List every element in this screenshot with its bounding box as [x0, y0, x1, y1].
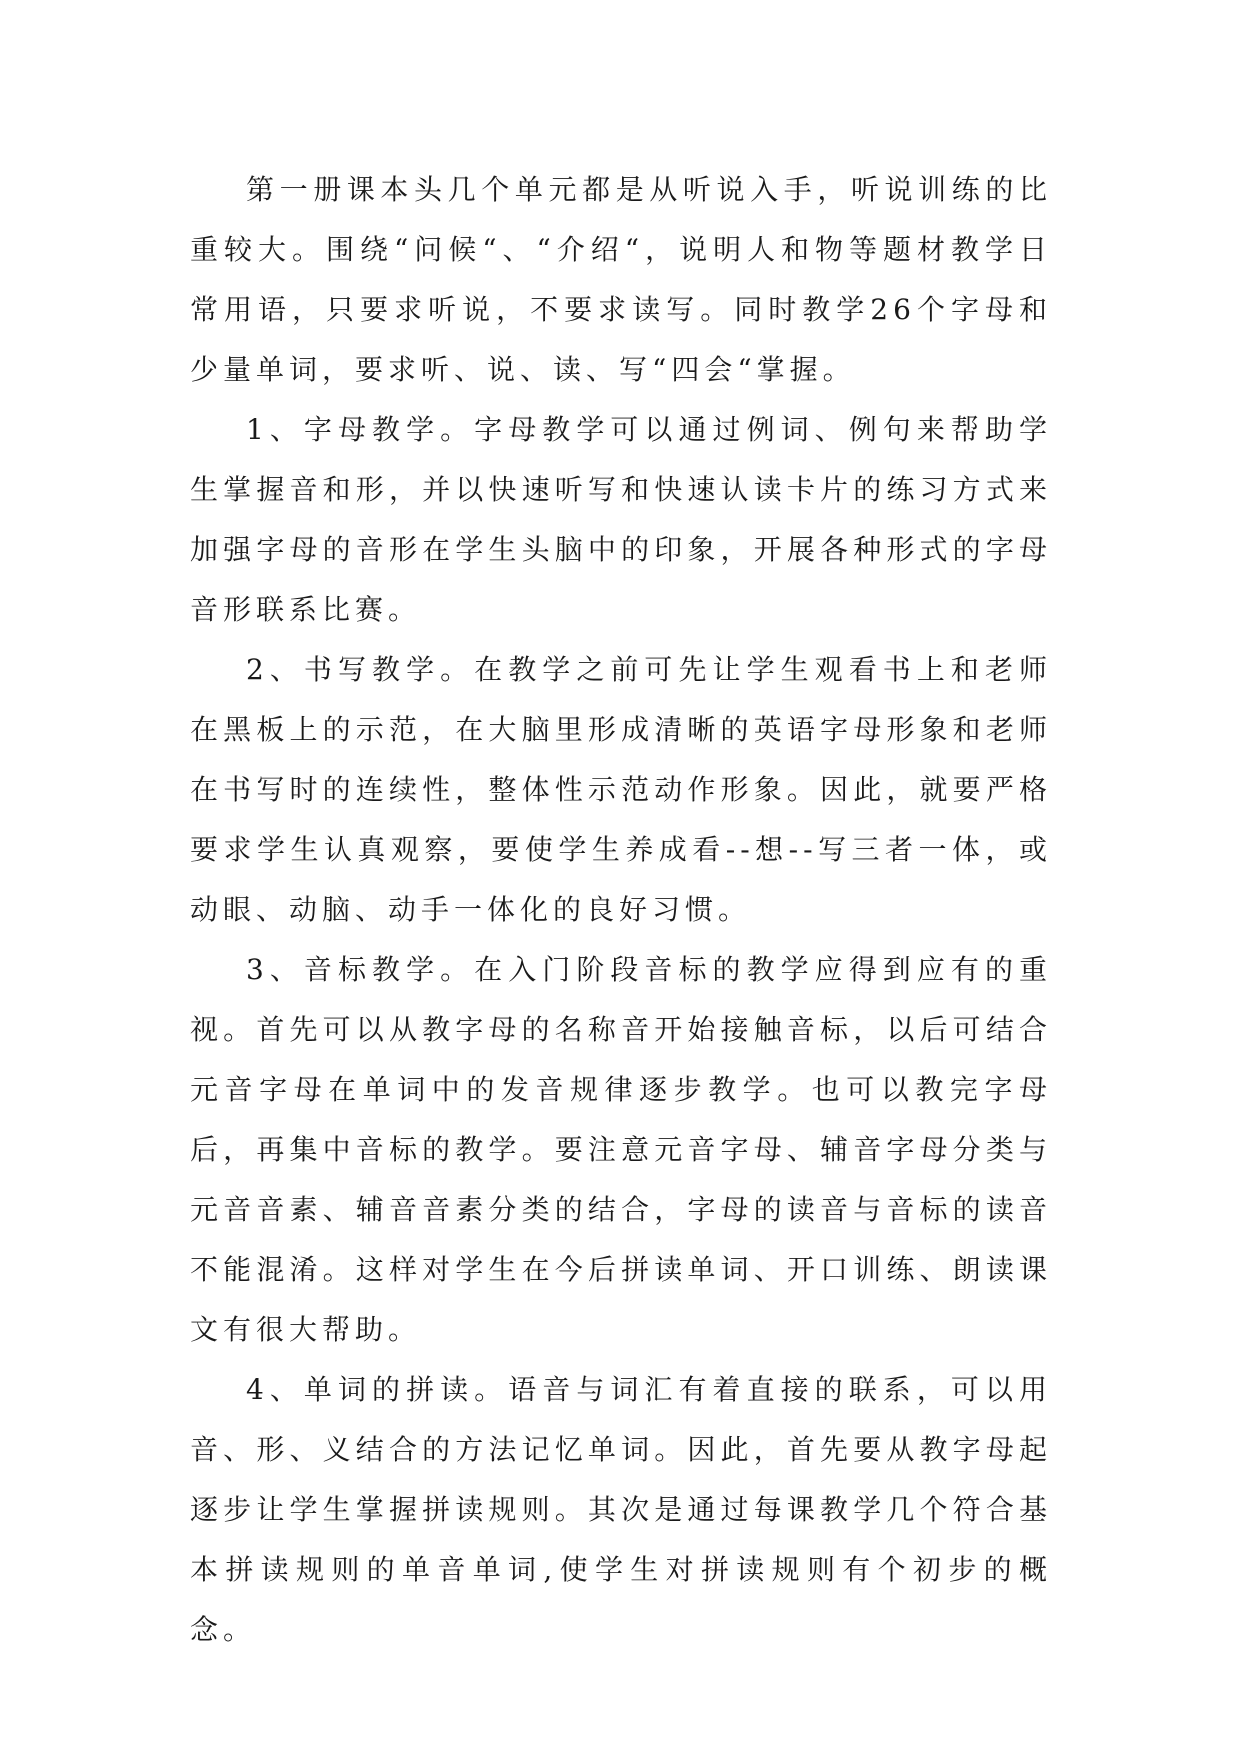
paragraph-word-spelling: 4、单词的拼读。语音与词汇有着直接的联系，可以用音、形、义结合的方法记忆单词。因此，首先要从教字母起逐步让学生掌握拼读规则。其次是通过每课教学几个符合基本拼读规则的单音单词,使学生对拼读规则有个初步的概念。 — [190, 1373, 1052, 1646]
document-body — [190, 160, 1052, 1660]
paragraph-intro: 第一册课本头几个单元都是从听说入手，听说训练的比重较大。围绕“问候“、“介绍“，说明人和物等题材教学日常用语，只要求听说，不要求读写。同时教学26个字母和少量单词，要求听、说、读、写“四会“掌握。 — [190, 173, 1052, 386]
paragraph-phonetic-teaching: 3、音标教学。在入门阶段音标的教学应得到应有的重视。首先可以从教字母的名称音开始接触音标，以后可结合元音字母在单词中的发音规律逐步教学。也可以教完字母后，再集中音标的教学。要注意元音字母、辅音字母分类与元音音素、辅音音素分类的结合，字母的读音与音标的读音不能混淆。这样对学生在今后拼读单词、开口训练、朗读课文有很大帮助。 — [190, 953, 1052, 1346]
paragraph-writing-teaching: 2、书写教学。在教学之前可先让学生观看书上和老师在黑板上的示范，在大脑里形成清晰的英语字母形象和老师在书写时的连续性，整体性示范动作形象。因此，就要严格要求学生认真观察，要使学生养成看--想--写三者一体，或动眼、动脑、动手一体化的良好习惯。 — [190, 653, 1052, 926]
paragraph-letter-teaching: 1、字母教学。字母教学可以通过例词、例句来帮助学生掌握音和形，并以快速听写和快速认读卡片的练习方式来加强字母的音形在学生头脑中的印象，开展各种形式的字母音形联系比赛。 — [190, 413, 1052, 626]
